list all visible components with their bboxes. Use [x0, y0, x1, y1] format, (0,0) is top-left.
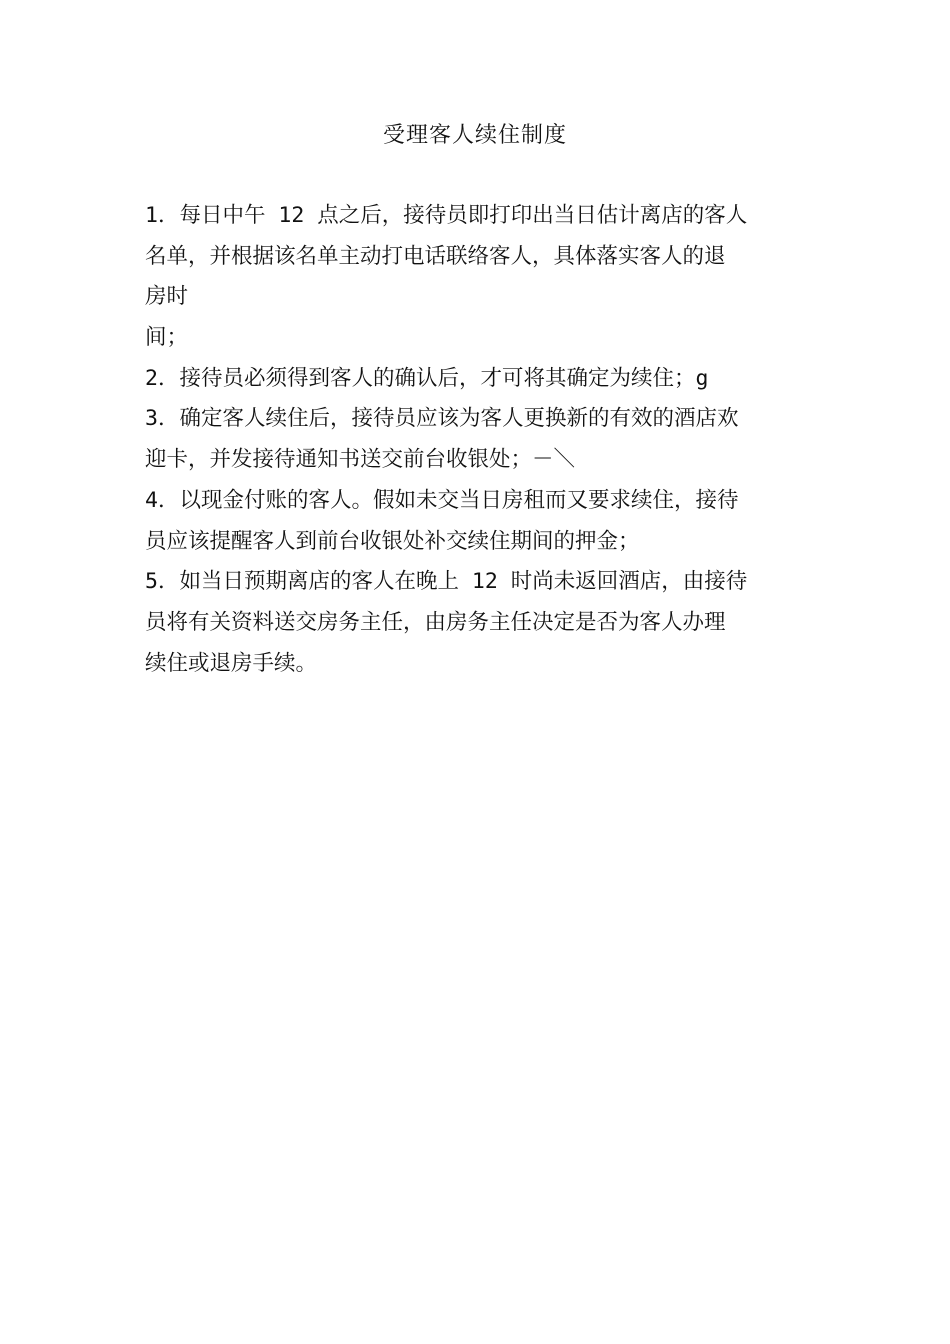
text-line: 4．以现金付账的客人。假如未交当日房租而又要求续住，接待	[145, 487, 739, 513]
text-line: 1．每日中午 12 点之后，接待员即打印出当日估计离店的客人	[145, 203, 748, 228]
document-title: 受理客人续住制度	[382, 123, 567, 148]
text-line: 2．接待员必须得到客人的确认后，才可将其确定为续住；g	[145, 365, 709, 391]
text-line: 迎卡，并发接待通知书送交前台收银处；－＼	[145, 447, 576, 473]
text-line: 3．确定客人续住后，接待员应该为客人更换新的有效的酒店欢	[145, 406, 739, 432]
text-line: 员将有关资料送交房务主任，由房务主任决定是否为客人办理	[145, 609, 726, 635]
text-line: 5．如当日预期离店的客人在晚上 12 时尚未返回酒店，由接待	[145, 569, 748, 595]
text-line: 续住或退房手续。	[145, 650, 318, 676]
text-line: 房时	[145, 284, 189, 310]
text-line: 间；	[145, 325, 189, 351]
document-body	[145, 196, 815, 684]
text-line: 名单，并根据该名单主动打电话联络客人，具体落实客人的退	[145, 243, 726, 269]
text-line: 员应该提醒客人到前台收银处补交续住期间的押金；	[145, 528, 640, 554]
